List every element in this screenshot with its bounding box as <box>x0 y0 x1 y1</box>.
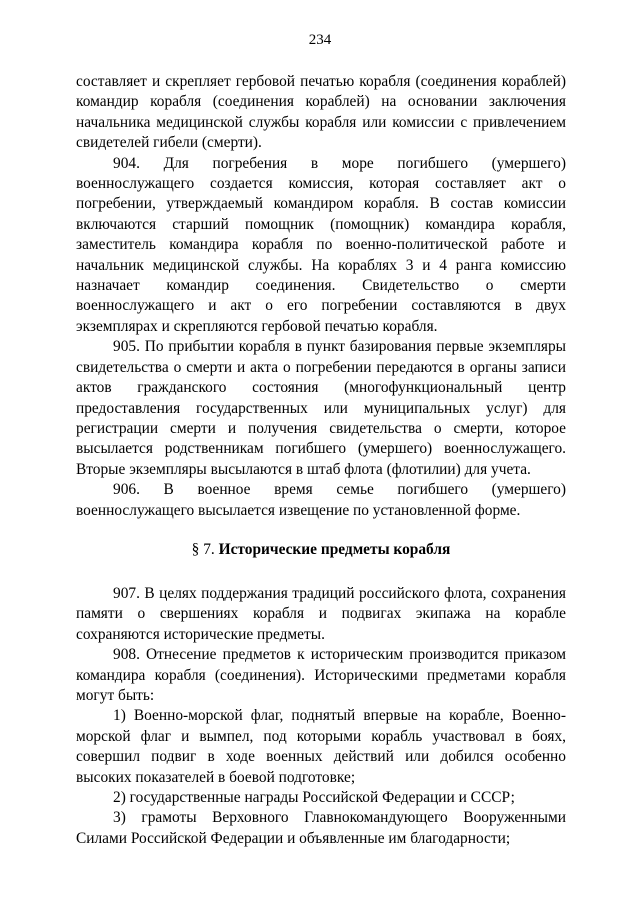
paragraph-905: 905. По прибытии корабля в пункт базирования первые экземпляры свидетельства о смерти и акта о погребении передаются в органы записи актов гражданского состояния (многофункциональный центр предоставления государственных или муниципальных услуг) для регистрации смерти и получения свидетельства о смерти, которое высылается родственникам погибшего (умершего) военнослужащего. Вторые экземпляры высылаются в штаб флота (флотилии) для учета. <box>76 338 566 478</box>
paragraph-908: 908. Отнесение предметов к историческим производится приказом командира корабля (соединения). Историческими предметами корабля могут быть: <box>76 646 566 704</box>
paragraph-907: 907. В целях поддержания традиций российского флота, сохранения памяти о свершениях корабля и подвигах экипажа на корабле сохраняются исторические предметы. <box>76 584 566 643</box>
list-item-2: 2) государственные награды Российской Федерации и СССР; <box>113 789 515 806</box>
list-item-3: 3) грамоты Верховного Главнокомандующего Вооруженными Силами Российской Федерации и объявленные им благодарности; <box>76 809 566 847</box>
paragraph-904: 904. Для погребения в море погибшего (умершего) военнослужащего создается комиссия, которая составляет акт о погребении, утверждаемый командиром корабля. В состав комиссии включаются старший помощник (помощник) командира корабля, заместитель командира корабля по военно-политической работе и начальник медицинской службы. На кораблях 3 и 4 ранга комиссию назначает командир соединения. Свидетельство о смерти военнослужащего и акт о его погребении составляются в двух экземплярах и скрепляются гербовой печатью корабля. <box>76 154 566 335</box>
list-item-1: 1) Военно-морской флаг, поднятый впервые на корабле, Военно-морской флаг и вымпел, под которыми корабль участвовал в боях, совершил подвиг в ходе военных действий или добился особенно высоких показателей в боевой подготовке; <box>76 707 566 786</box>
page-number: 234 <box>308 32 332 48</box>
section-symbol: § 7. <box>191 540 215 558</box>
paragraph-continuation: составляет и скрепляет гербовой печатью корабля (соединения кораблей) командир корабля (соединения кораблей) на основании заключения начальника медицинской службы корабля или комиссии с привлечением свидетелей гибели (смерти). <box>76 73 566 152</box>
document-body <box>76 72 566 849</box>
paragraphs-after-section <box>76 584 566 849</box>
section-heading <box>76 540 566 560</box>
paragraph-906: 906. В военное время семье погибшего (умершего) военнослужащего высылается извещение по установленной форме. <box>76 481 566 519</box>
paragraphs-before-section <box>76 72 566 521</box>
section-title: Исторические предметы корабля <box>218 540 451 558</box>
